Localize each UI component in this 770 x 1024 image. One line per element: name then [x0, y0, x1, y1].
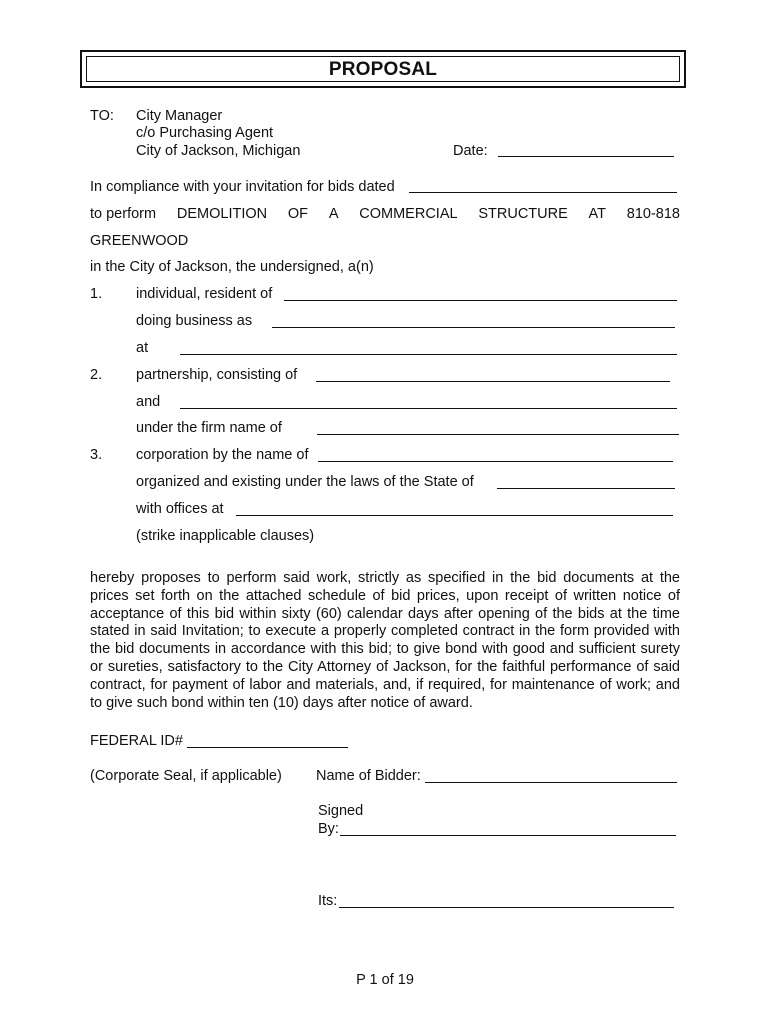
perform-line: [90, 206, 680, 222]
state-laws-label: organized and existing under the laws of the State of: [136, 474, 474, 490]
address-line-1: City Manager: [136, 108, 223, 124]
date-field[interactable]: [498, 156, 674, 157]
its-title-field[interactable]: [339, 907, 674, 908]
offices-label: with offices at: [136, 501, 224, 517]
option-1-number: 1.: [90, 286, 103, 302]
and-label: and: [136, 394, 161, 410]
option-2-number: 2.: [90, 367, 103, 383]
perform-word: DEMOLITION: [176, 206, 268, 222]
strike-note: (strike inapplicable clauses): [136, 528, 315, 544]
address-line-2: c/o Purchasing Agent: [136, 125, 274, 141]
address-line-3: City of Jackson, Michigan: [136, 143, 301, 159]
federal-id-field[interactable]: [187, 747, 348, 748]
individual-resident-label: individual, resident of: [136, 286, 273, 302]
page-number: P 1 of 19: [356, 972, 414, 988]
to-label: TO:: [90, 108, 114, 124]
offices-field[interactable]: [236, 515, 673, 516]
by-label: By:: [318, 821, 339, 837]
and-partner-field[interactable]: [180, 408, 677, 409]
perform-word: STRUCTURE: [478, 206, 568, 222]
title-inner-border: [86, 56, 680, 82]
perform-word: AT: [588, 206, 606, 222]
name-of-bidder-label: Name of Bidder:: [316, 768, 421, 784]
doing-business-label: doing business as: [136, 313, 253, 329]
undersigned-text: in the City of Jackson, the undersigned, a(n): [90, 259, 374, 275]
perform-continuation: GREENWOOD: [90, 233, 189, 249]
compliance-text: In compliance with your invitation for bids dated: [90, 179, 395, 195]
its-label: Its:: [318, 893, 338, 909]
at-address-field[interactable]: [180, 354, 677, 355]
proposal-paragraph: hereby proposes to perform said work, strictly as specified in the bid documents at the prices set forth on the attached schedule of bid prices, upon receipt of written notice of acceptance of this bid within sixty (60) calendar days after opening of the bids at the time stated in said Invitation; to execute a properly completed contract in the form provided with the bid documents in accordance with this bid; to give bond with good and sufficient surety or sureties, satisfactory to the City Attorney of Jackson, for the faithful performance of said contract, for payment of labor and materials, and, if required, for maintenance of work; and to give such bond within ten (10) days after notice of award.: [90, 570, 680, 711]
signed-by-field[interactable]: [340, 835, 676, 836]
title-box: [80, 50, 686, 88]
perform-word: to perform: [90, 206, 157, 222]
firm-name-field[interactable]: [317, 434, 679, 435]
at-label: at: [136, 340, 149, 356]
name-of-bidder-field[interactable]: [425, 782, 677, 783]
perform-word: COMMERCIAL: [359, 206, 458, 222]
resident-of-field[interactable]: [284, 300, 677, 301]
signed-label: Signed: [318, 803, 364, 819]
perform-word: A: [328, 206, 339, 222]
federal-id-label: FEDERAL ID#: [90, 733, 183, 749]
doing-business-field[interactable]: [272, 327, 675, 328]
bids-dated-field[interactable]: [409, 192, 677, 193]
firm-name-label: under the firm name of: [136, 420, 282, 436]
corporate-seal-note: (Corporate Seal, if applicable): [90, 768, 282, 784]
option-3-number: 3.: [90, 447, 103, 463]
partnership-field[interactable]: [316, 381, 670, 382]
corporation-name-field[interactable]: [318, 461, 673, 462]
state-field[interactable]: [497, 488, 675, 489]
page-title: PROPOSAL: [328, 59, 438, 80]
partnership-label: partnership, consisting of: [136, 367, 298, 383]
corporation-label: corporation by the name of: [136, 447, 309, 463]
perform-word: 810-818: [626, 206, 680, 222]
date-label: Date:: [453, 143, 488, 159]
perform-word: OF: [287, 206, 309, 222]
